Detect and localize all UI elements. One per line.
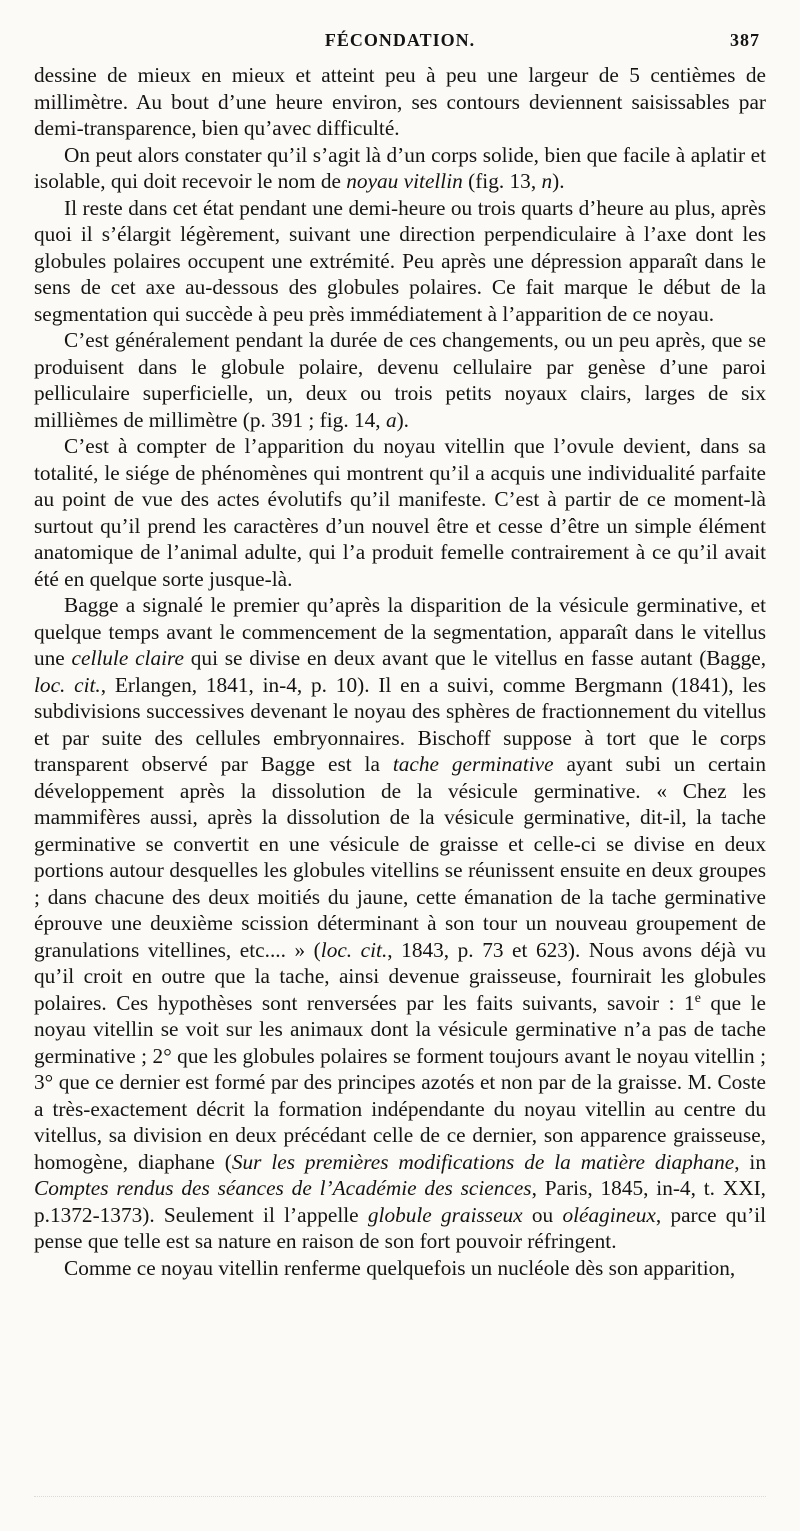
paragraph	[34, 62, 766, 142]
text-run: On peut alors constater qu’il s’agit là d’un corps solide, bien que facile à aplatir et isolable, qui doit recevoir le nom de	[34, 142, 766, 193]
text-run: , Erlangen, 1841, in-4, p. 10). Il en a suivi, comme Bergmann (1841), les subdivisions successives devenant le noyau des sphères de fractionnement du vitellus et par suite des cellules embryonnaires. Bischoff suppose à tort que le corps transparent observé par Bagge est la	[34, 672, 767, 776]
text-run: C’est généralement pendant la durée de ces changements, ou un peu après, que se produisent dans le globule polaire, devenu cellulaire par genèse d’une paroi pelliculaire superficielle, un, deux ou trois petits noyaux clairs, larges de six millièmes de millimètre (p. 391 ; fig. 14,	[34, 328, 766, 432]
paragraph	[34, 1255, 766, 1282]
text-run: dessine de mieux en mieux et atteint peu à peu une largeur de 5 centièmes de millimètre. Au bout d’une heure environ, ses contours deviennent saisissables par demi-transparence, bien qu’avec difficulté.	[34, 63, 766, 140]
paragraph	[34, 327, 766, 433]
paragraph	[34, 592, 766, 1255]
paragraph	[34, 142, 766, 195]
running-title: FÉCONDATION.	[324, 30, 476, 50]
italic-term: oléagineux	[562, 1202, 656, 1227]
text-run: ).	[396, 407, 410, 432]
page-bottom-specks	[34, 1496, 766, 1499]
text-run: Il reste dans cet état pendant une demi-heure ou trois quarts d’heure au plus, après quoi il s’élargit légèrement, suivant une direction perpendiculaire à l’axe dont les globules polaires occupent une extrémité. Peu après une dépression apparaît dans le sens de cet axe au-dessous des globules polaires. Ce fait marque le début de la segmentation qui succède à peu près immédiatement à l’apparition de ce noyau.	[34, 195, 766, 326]
text-run: (fig. 13,	[462, 169, 542, 193]
italic-term: loc. cit.	[320, 937, 388, 962]
italic-term: Comptes rendus des séances de l’Académie des sciences	[34, 1176, 532, 1200]
text-run: Comme ce noyau vitellin renferme quelquefois un nucléole dès son apparition,	[64, 1255, 736, 1280]
text-run: C’est à compter de l’apparition du noyau vitellin que l’ovule devient, dans sa totalité, le siége de phénomènes qui montrent qu’il a acquis une individualité parfaite au point de vue des actes évolutifs qu’il manifeste. C’est à partir de ce moment-là surtout qu’il prend les caractères d’un nouvel être et cesse d’être un simple élément anatomique de l’animal adulte, qui l’a produit femelle contrairement à ce qu’il avait été en quelque sorte jusque-là.	[34, 434, 766, 591]
text-run: , 1843, p. 73 et 623). Nous avons déjà vu qu’il croit en outre que la tache, ainsi devenue graisseuse, fournirait les globules polaires. Ces hypothèses sont renversées par les faits suivants, savoir : 1	[34, 937, 766, 1015]
text-run: ayant subi un certain développement après la dissolution de la vésicule germinative. « Chez les mammifères aussi, après la dissolution de la vésicule germinative, dit-il, la tache germinative se convertit en une vésicule de graisse et celle-ci se divise en deux portions autour desquelles les globules vitellins se réunissent ensuite en deux groupes ; dans chacune des deux moitiés du jaune, cette émanation de la tache germinative éprouve une deuxième scission déterminant à son tour un nouveau groupement de granulations vitellines, etc.... » (	[34, 752, 766, 962]
text-run: , in	[734, 1149, 766, 1174]
text-run: qui se divise en deux avant que le vitellus en fasse autant (Bagge,	[183, 646, 767, 670]
body-text	[34, 62, 766, 1281]
running-header	[34, 28, 766, 62]
paragraph	[34, 433, 766, 592]
text-run: , parce qu’il pense que telle est sa nature en raison de son fort pouvoir réfringent.	[34, 1202, 767, 1253]
italic-term: cellule claire	[71, 646, 184, 670]
italic-term: n	[541, 169, 553, 193]
italic-term: noyau vitellin	[346, 169, 463, 193]
italic-term: Sur les premières modifications de la matière diaphane	[231, 1149, 735, 1174]
page-number: 387	[730, 30, 760, 50]
italic-term: a	[385, 407, 397, 432]
italic-term: globule graisseux	[367, 1202, 523, 1227]
text-run: , Paris, 1845, in-4, t. XXI, p.1372-1373). Seulement il l’appelle	[34, 1176, 766, 1227]
text-run: Bagge a signalé le premier qu’après la disparition de la vésicule germinative, et quelque temps avant le commencement de la segmentation, apparaît dans le vitellus une	[34, 593, 766, 670]
italic-term: loc. cit.	[34, 672, 101, 697]
italic-term: tache germinative	[392, 752, 554, 776]
superscript: e	[694, 989, 701, 1005]
text-run: ou	[522, 1202, 563, 1227]
text-run: ).	[552, 169, 565, 193]
text-run: que le noyau vitellin se voit sur les animaux dont la vésicule germinative n’a pas de tache germinative ; 2° que les globules polaires se forment toujours avant le noyau vitellin ; 3° que ce dernier est formé par des principes azotés et non par de la graisse. M. Coste a très-exactement décrit la formation indépendante du noyau vitellin au centre du vitellus, sa division en deux précédant celle de ce dernier, son apparence graisseuse, homogène, diaphane (	[34, 990, 766, 1174]
paragraph	[34, 195, 766, 328]
